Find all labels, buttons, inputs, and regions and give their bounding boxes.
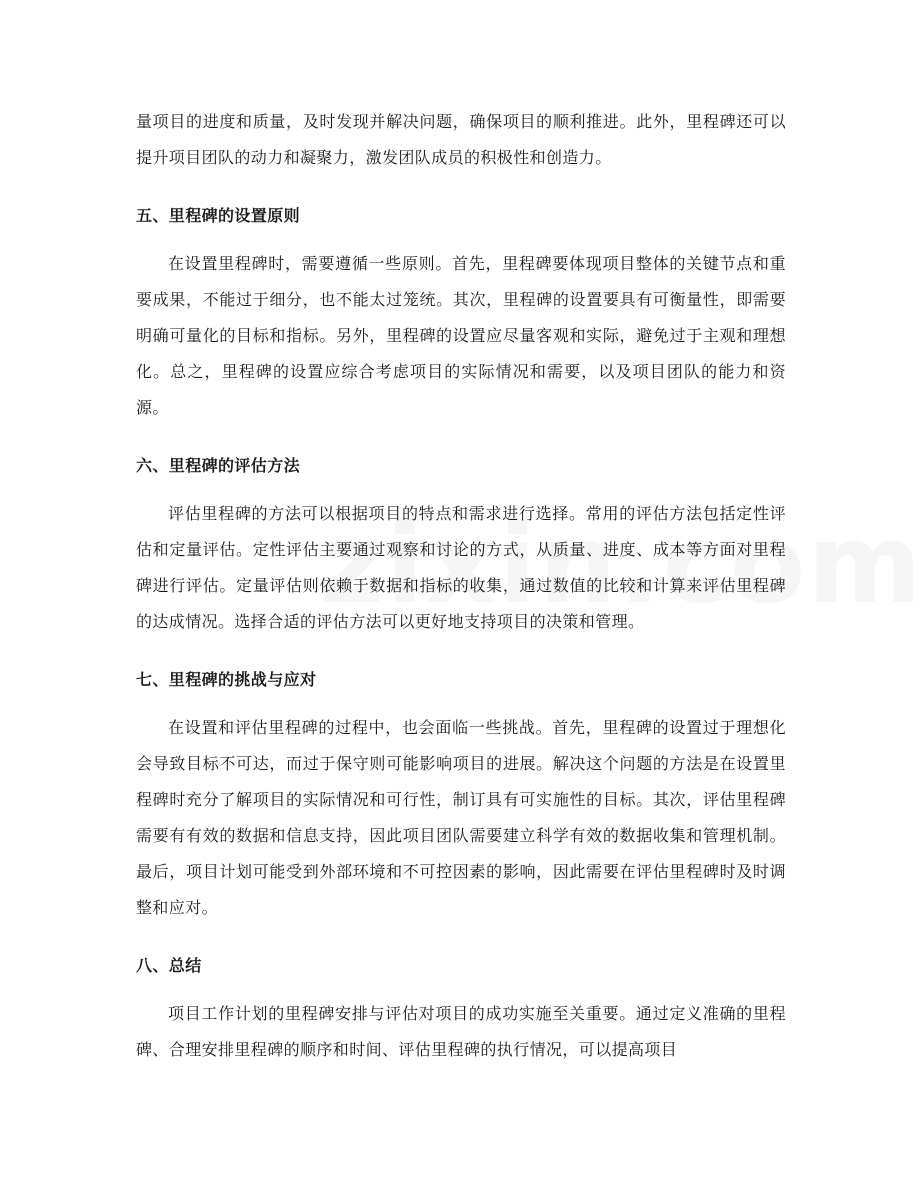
section-body-7: 在设置和评估里程碑的过程中，也会面临一些挑战。首先，里程碑的设置过于理想化会导致目标不可达，而过于保守则可能影响项目的进展。解决这个问题的方法是在设置里程碑时充分了解项目的实际情况和可行性，制订具有可实施性的目标。其次，评估里程碑需要有有效的数据和信息支持，因此项目团队需要建立科学有效的数据收集和管理机制。最后，项目计划可能受到外部环境和不可控因素的影响，因此需要在评估里程碑时及时调整和应对。 (136, 718, 786, 917)
section-heading-6: 六、里程碑的评估方法 (136, 456, 301, 475)
section-heading-8: 八、总结 (136, 956, 202, 975)
section-body-6: 评估里程碑的方法可以根据项目的特点和需求进行选择。常用的评估方法包括定性评估和定量评估。定性评估主要通过观察和讨论的方式，从质量、进度、成本等方面对里程碑进行评估。定量评估则依赖于数据和指标的收集，通过数值的比较和计算来评估里程碑的达成情况。选择合适的评估方法可以更好地支持项目的决策和管理。 (136, 504, 786, 631)
section-heading-5: 五、里程碑的设置原则 (136, 206, 301, 225)
intro-paragraph: 量项目的进度和质量，及时发现并解决问题，确保项目的顺利推进。此外，里程碑还可以提升项目团队的动力和凝聚力，激发团队成员的积极性和创造力。 (136, 112, 786, 167)
section-heading-7: 七、里程碑的挑战与应对 (136, 670, 317, 689)
section-body-8: 项目工作计划的里程碑安排与评估对项目的成功实施至关重要。通过定义准确的里程碑、合理安排里程碑的顺序和时间、评估里程碑的执行情况，可以提高项目 (136, 1004, 786, 1059)
document-body (136, 104, 786, 1068)
section-body-5: 在设置里程碑时，需要遵循一些原则。首先，里程碑要体现项目整体的关键节点和重要成果，不能过于细分，也不能太过笼统。其次，里程碑的设置要具有可衡量性，即需要明确可量化的目标和指标。另外，里程碑的设置应尽量客观和实际，避免过于主观和理想化。总之，里程碑的设置应综合考虑项目的实际情况和需要，以及项目团队的能力和资源。 (136, 254, 786, 417)
